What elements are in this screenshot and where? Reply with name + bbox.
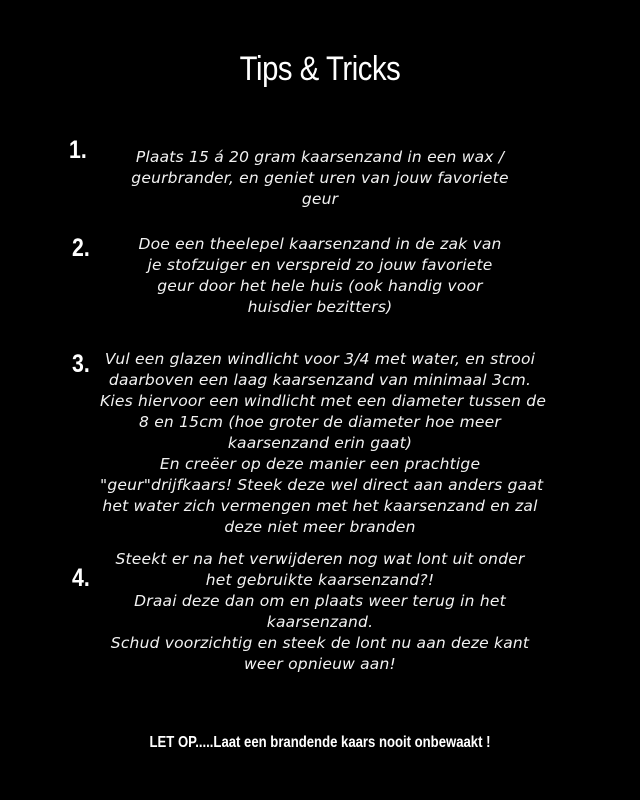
- warning-text: LET OP.....Laat een brandende kaars nooit onbewaakt !: [149, 734, 491, 751]
- tip-line: En creëer op deze manier een prachtige: [159, 455, 481, 473]
- tip-text: [100, 234, 540, 318]
- tip-line: kaarsenzand erin gaat): [227, 434, 413, 452]
- tip-number: 4.: [72, 564, 90, 592]
- tip-text: [100, 147, 540, 210]
- tip-line: huisdier bezitters): [247, 298, 393, 316]
- tip-line: Draai deze dan om en plaats weer terug in het: [134, 592, 506, 610]
- tip-line: weer opnieuw aan!: [244, 655, 396, 673]
- tip-line: geurbrander, en geniet uren van jouw favoriete: [131, 169, 509, 187]
- tip-line: geur: [301, 190, 339, 208]
- tip-line: Kies hiervoor een windlicht met een diameter tussen de: [100, 392, 547, 410]
- tip-text: [100, 549, 540, 675]
- tip-line: Vul een glazen windlicht voor 3/4 met water, en strooi: [104, 350, 536, 368]
- tip-line: Doe een theelepel kaarsenzand in de zak van: [138, 235, 502, 253]
- tip-line: Schud voorzichtig en steek de lont nu aan deze kant: [110, 634, 530, 652]
- tip-line: "geur"drijfkaars! Steek deze wel direct aan anders gaat: [100, 476, 544, 494]
- tip-line: je stofzuiger en verspreid zo jouw favoriete: [147, 256, 493, 274]
- tip-line: deze niet meer branden: [224, 518, 416, 536]
- tip-line: geur door het hele huis (ook handig voor: [157, 277, 483, 295]
- tip-line: Steekt er na het verwijderen nog wat lont uit onder: [115, 550, 525, 568]
- tip-line: het gebruikte kaarsenzand?!: [205, 571, 435, 589]
- tip-text: [100, 349, 547, 538]
- tip-line: het water zich vermengen met het kaarsenzand en zal: [102, 497, 538, 515]
- page-title: Tips & Tricks: [239, 50, 401, 88]
- tip-line: Plaats 15 á 20 gram kaarsenzand in een wax /: [135, 148, 505, 166]
- tip-line: kaarsenzand.: [266, 613, 374, 631]
- tip-number: 1.: [69, 136, 87, 164]
- tip-line: daarboven een laag kaarsenzand van minimaal 3cm.: [108, 371, 532, 389]
- tip-line: 8 en 15cm (hoe groter de diameter hoe meer: [139, 413, 501, 431]
- tip-number: 3.: [72, 350, 90, 378]
- tip-number: 2.: [72, 234, 90, 262]
